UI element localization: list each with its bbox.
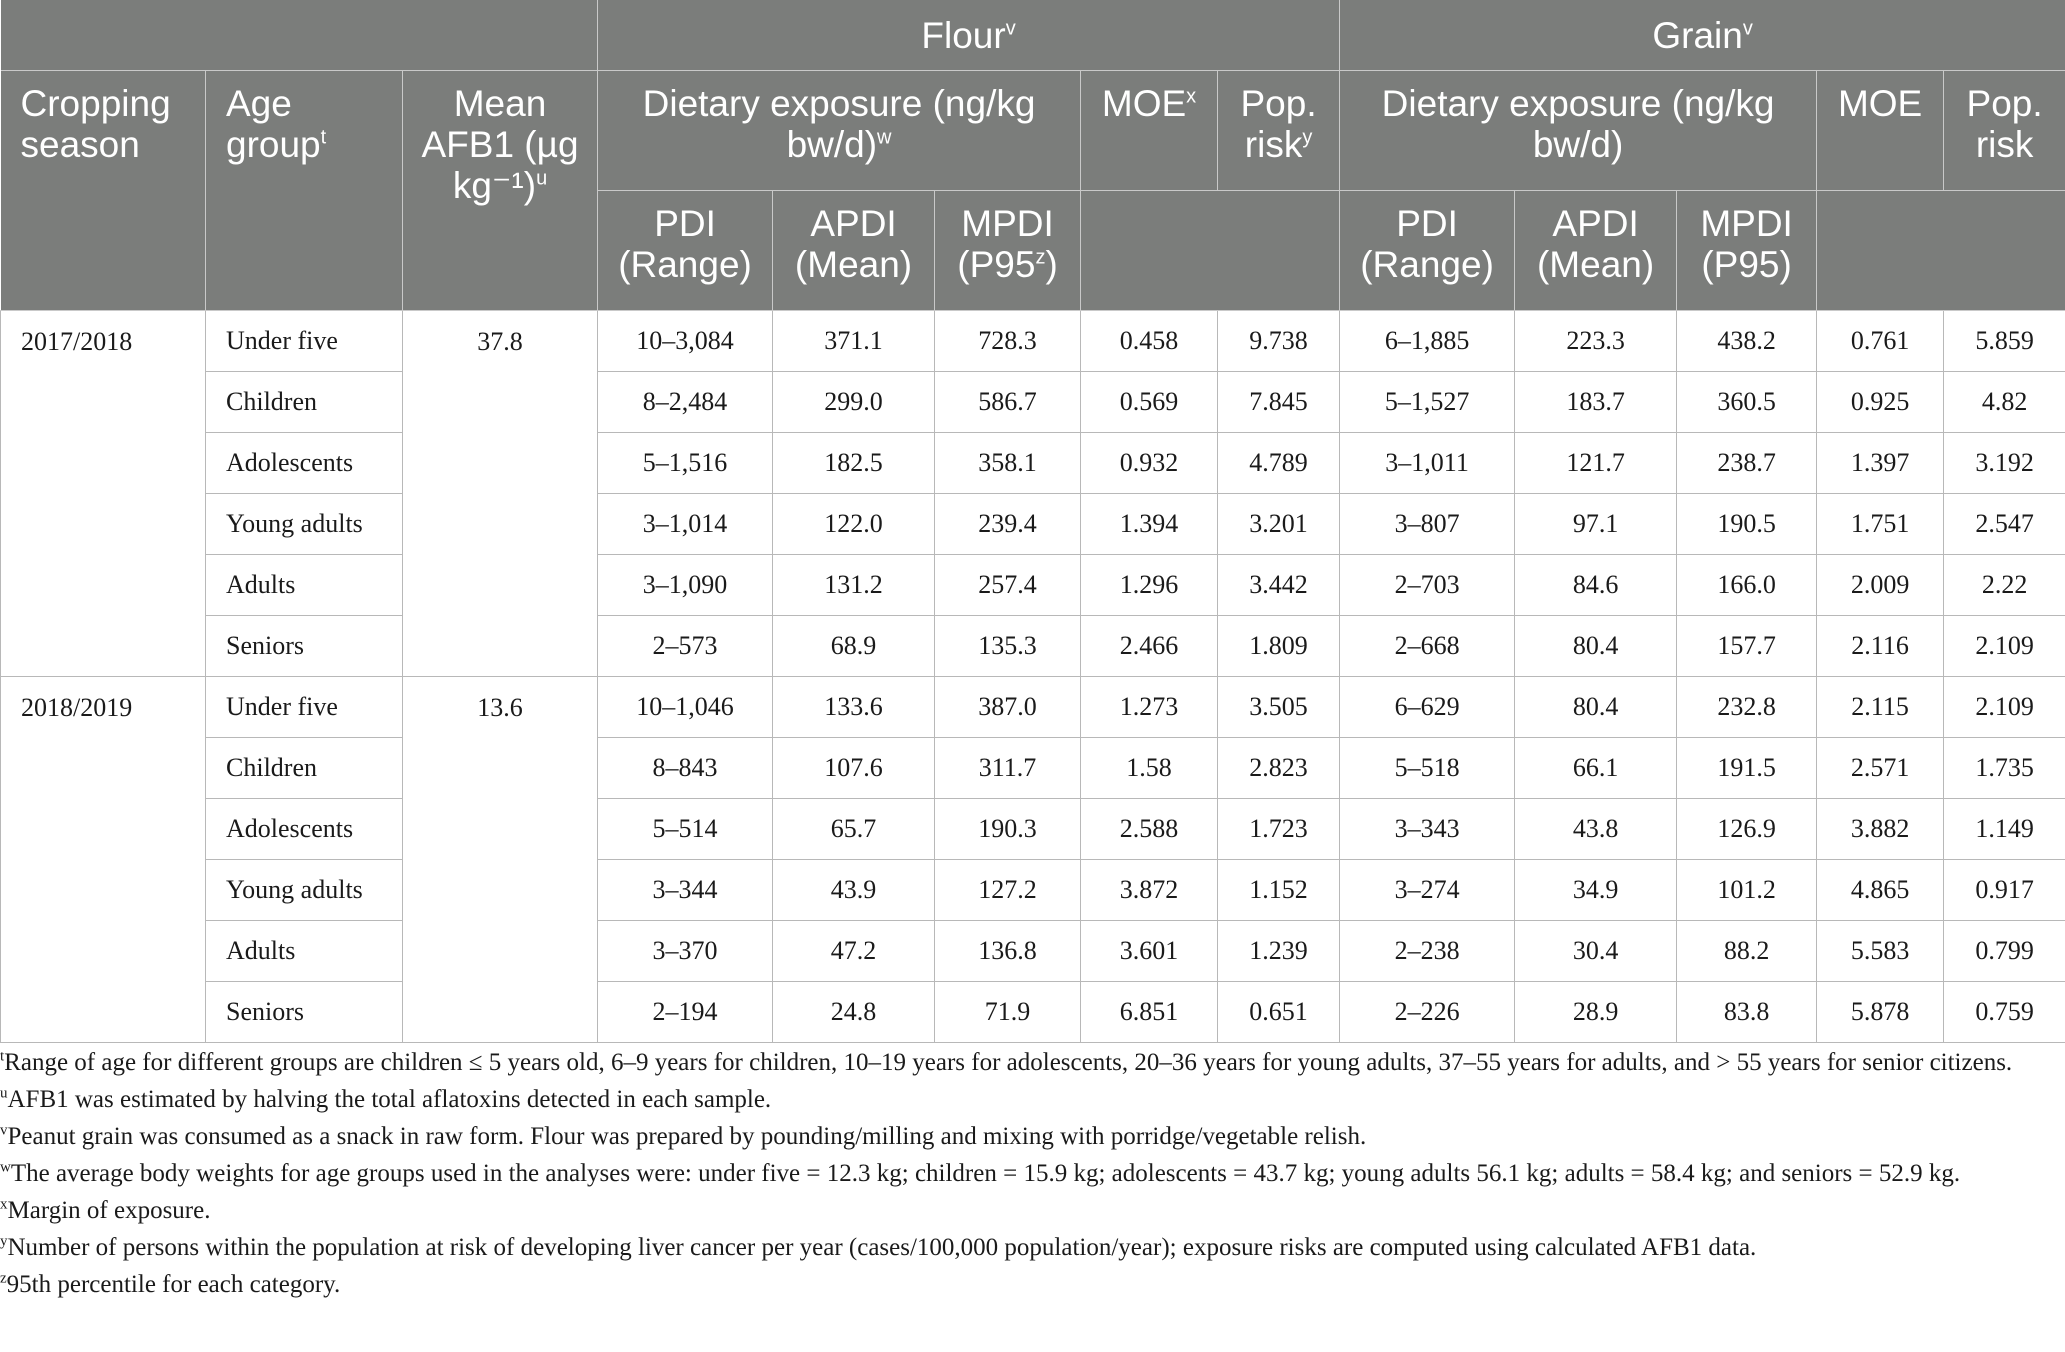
- footnote: [0, 1192, 2050, 1229]
- value-cell: 5–1,527: [1340, 372, 1515, 433]
- value-cell: 3.882: [1817, 799, 1944, 860]
- value-cell: 71.9: [935, 982, 1081, 1043]
- footnote: [0, 1118, 2050, 1155]
- footnote: [0, 1081, 2050, 1118]
- header-pop-risk-flour: Pop. risk$^y$: [1218, 71, 1340, 191]
- value-cell: 3–344: [598, 860, 773, 921]
- value-cell: 2.22: [1944, 555, 2065, 616]
- value-cell: 4.865: [1817, 860, 1944, 921]
- value-cell: 586.7: [935, 372, 1081, 433]
- age-group-cell: Seniors: [206, 982, 403, 1043]
- value-cell: 10–1,046: [598, 677, 773, 738]
- value-cell: 0.759: [1944, 982, 2065, 1043]
- cropping-season-cell: 2018/2019: [1, 677, 206, 1043]
- value-cell: 3–343: [1340, 799, 1515, 860]
- header-apdi-grain: APDI (Mean): [1515, 191, 1677, 311]
- value-cell: 257.4: [935, 555, 1081, 616]
- value-cell: 0.799: [1944, 921, 2065, 982]
- value-cell: 3.872: [1081, 860, 1218, 921]
- age-group-cell: Adolescents: [206, 433, 403, 494]
- value-cell: 239.4: [935, 494, 1081, 555]
- header-dietary-exposure-grain: Dietary exposure (ng/kg bw/d): [1340, 71, 1817, 191]
- value-cell: 191.5: [1677, 738, 1817, 799]
- value-cell: 190.5: [1677, 494, 1817, 555]
- header-grain-blank: [1817, 191, 2065, 311]
- header-pop-risk-grain: Pop. risk: [1944, 71, 2065, 191]
- footnote-mark: x: [0, 1196, 8, 1213]
- value-cell: 166.0: [1677, 555, 1817, 616]
- header-grain: Grain$^v$: [1340, 0, 2065, 71]
- footnote-mark: z: [0, 1270, 7, 1287]
- footnote-mark: v: [0, 1122, 8, 1139]
- header-flour: Flour$^v$: [598, 0, 1340, 71]
- table-row: [1, 494, 2065, 555]
- footnote: [0, 1044, 2050, 1081]
- value-cell: 24.8: [773, 982, 935, 1043]
- value-cell: 3.505: [1218, 677, 1340, 738]
- age-group-cell: Children: [206, 738, 403, 799]
- value-cell: 3–1,011: [1340, 433, 1515, 494]
- value-cell: 6–1,885: [1340, 311, 1515, 372]
- table-row: [1, 433, 2065, 494]
- value-cell: 2.009: [1817, 555, 1944, 616]
- value-cell: 223.3: [1515, 311, 1677, 372]
- header-age-group: Age group$^t$: [206, 71, 403, 311]
- value-cell: 2.109: [1944, 616, 2065, 677]
- value-cell: 5–1,516: [598, 433, 773, 494]
- age-group-cell: Adolescents: [206, 799, 403, 860]
- value-cell: 1.152: [1218, 860, 1340, 921]
- footnote-text: Margin of exposure.: [7, 1197, 211, 1224]
- footnote-mark: t: [0, 1048, 5, 1065]
- header-pdi-grain: PDI (Range): [1340, 191, 1515, 311]
- value-cell: 2–194: [598, 982, 773, 1043]
- value-cell: 6–629: [1340, 677, 1515, 738]
- value-cell: 101.2: [1677, 860, 1817, 921]
- value-cell: 135.3: [935, 616, 1081, 677]
- age-group-cell: Adults: [206, 555, 403, 616]
- header-dietary-exposure-flour: Dietary exposure (ng/kg bw/d)$^w$: [598, 71, 1081, 191]
- value-cell: 66.1: [1515, 738, 1677, 799]
- value-cell: 3–807: [1340, 494, 1515, 555]
- value-cell: 5–514: [598, 799, 773, 860]
- table-row: [1, 982, 2065, 1043]
- value-cell: 0.651: [1218, 982, 1340, 1043]
- cropping-season-cell: 2017/2018: [1, 311, 206, 677]
- table-row: [1, 616, 2065, 677]
- value-cell: 84.6: [1515, 555, 1677, 616]
- table-row: [1, 738, 2065, 799]
- value-cell: 0.569: [1081, 372, 1218, 433]
- value-cell: 1.296: [1081, 555, 1218, 616]
- value-cell: 4.82: [1944, 372, 2065, 433]
- value-cell: 133.6: [773, 677, 935, 738]
- value-cell: 28.9: [1515, 982, 1677, 1043]
- age-group-cell: Young adults: [206, 860, 403, 921]
- footnote-mark: u: [0, 1085, 8, 1102]
- value-cell: 5–518: [1340, 738, 1515, 799]
- value-cell: 2.588: [1081, 799, 1218, 860]
- value-cell: 0.925: [1817, 372, 1944, 433]
- value-cell: 1.239: [1218, 921, 1340, 982]
- value-cell: 3–1,090: [598, 555, 773, 616]
- value-cell: 232.8: [1677, 677, 1817, 738]
- value-cell: 2–703: [1340, 555, 1515, 616]
- header-moe-flour: MOE$^x$: [1081, 71, 1218, 191]
- value-cell: 88.2: [1677, 921, 1817, 982]
- value-cell: 0.458: [1081, 311, 1218, 372]
- value-cell: 1.58: [1081, 738, 1218, 799]
- value-cell: 131.2: [773, 555, 935, 616]
- footnote-mark: y: [0, 1233, 8, 1250]
- header-cropping-season: Cropping season: [1, 71, 206, 311]
- value-cell: 9.738: [1218, 311, 1340, 372]
- header-mpdi-flour: MPDI (P95$^z$): [935, 191, 1081, 311]
- header-flour-blank: [1081, 191, 1340, 311]
- footnote-text: The average body weights for age groups used in the analyses were: under five = 12.3 kg; children = 15.9 kg; adolescents = 43.7 kg; young adults 56.1 kg; adults = 58.4 kg; and seniors = 52.9 kg.: [10, 1160, 1961, 1187]
- value-cell: 728.3: [935, 311, 1081, 372]
- value-cell: 238.7: [1677, 433, 1817, 494]
- value-cell: 0.932: [1081, 433, 1218, 494]
- footnote: [0, 1155, 2050, 1192]
- value-cell: 1.809: [1218, 616, 1340, 677]
- value-cell: 126.9: [1677, 799, 1817, 860]
- value-cell: 65.7: [773, 799, 935, 860]
- footnote: [0, 1229, 2050, 1266]
- footnote: [0, 1266, 2050, 1303]
- table-row: [1, 555, 2065, 616]
- value-cell: 0.761: [1817, 311, 1944, 372]
- value-cell: 2.466: [1081, 616, 1218, 677]
- value-cell: 438.2: [1677, 311, 1817, 372]
- age-group-cell: Young adults: [206, 494, 403, 555]
- value-cell: 2.823: [1218, 738, 1340, 799]
- age-group-cell: Under five: [206, 677, 403, 738]
- value-cell: 136.8: [935, 921, 1081, 982]
- age-group-cell: Adults: [206, 921, 403, 982]
- value-cell: 3–274: [1340, 860, 1515, 921]
- header-blank-cell: [1, 0, 598, 71]
- age-group-cell: Under five: [206, 311, 403, 372]
- footnote-text: 95th percentile for each category.: [6, 1271, 341, 1298]
- value-cell: 1.735: [1944, 738, 2065, 799]
- table-row: [1, 799, 2065, 860]
- value-cell: 107.6: [773, 738, 935, 799]
- value-cell: 157.7: [1677, 616, 1817, 677]
- value-cell: 1.397: [1817, 433, 1944, 494]
- table-row: [1, 921, 2065, 982]
- value-cell: 1.149: [1944, 799, 2065, 860]
- value-cell: 2.109: [1944, 677, 2065, 738]
- footnote-mark: w: [0, 1159, 11, 1176]
- footnote-text: AFB1 was estimated by halving the total aflatoxins detected in each sample.: [7, 1086, 772, 1113]
- value-cell: 127.2: [935, 860, 1081, 921]
- value-cell: 360.5: [1677, 372, 1817, 433]
- value-cell: 2.116: [1817, 616, 1944, 677]
- header-pdi-flour: PDI (Range): [598, 191, 773, 311]
- value-cell: 387.0: [935, 677, 1081, 738]
- value-cell: 182.5: [773, 433, 935, 494]
- value-cell: 3.192: [1944, 433, 2065, 494]
- value-cell: 7.845: [1218, 372, 1340, 433]
- footnote-text: Number of persons within the population at risk of developing liver cancer per year (cases/100,000 population/year); exposure risks are computed using calculated AFB1 data.: [7, 1234, 1757, 1261]
- value-cell: 80.4: [1515, 616, 1677, 677]
- header-mpdi-grain: MPDI (P95): [1677, 191, 1817, 311]
- value-cell: 3–1,014: [598, 494, 773, 555]
- value-cell: 2.547: [1944, 494, 2065, 555]
- value-cell: 3–370: [598, 921, 773, 982]
- value-cell: 8–843: [598, 738, 773, 799]
- value-cell: 2–238: [1340, 921, 1515, 982]
- value-cell: 2.115: [1817, 677, 1944, 738]
- value-cell: 1.273: [1081, 677, 1218, 738]
- value-cell: 43.8: [1515, 799, 1677, 860]
- value-cell: 6.851: [1081, 982, 1218, 1043]
- value-cell: 371.1: [773, 311, 935, 372]
- value-cell: 5.878: [1817, 982, 1944, 1043]
- value-cell: 5.859: [1944, 311, 2065, 372]
- value-cell: 1.723: [1218, 799, 1340, 860]
- footnotes: [0, 1044, 2050, 1303]
- footnote-text: Peanut grain was consumed as a snack in raw form. Flour was prepared by pounding/milling and mixing with porridge/vegetable relish.: [7, 1123, 1367, 1150]
- mean-afb1-cell: 37.8: [403, 311, 598, 677]
- value-cell: 299.0: [773, 372, 935, 433]
- age-group-cell: Seniors: [206, 616, 403, 677]
- value-cell: 2.571: [1817, 738, 1944, 799]
- value-cell: 1.751: [1817, 494, 1944, 555]
- value-cell: 43.9: [773, 860, 935, 921]
- header-mean-afb1: Mean AFB1 (µg kg⁻¹)$^u$: [403, 71, 598, 311]
- value-cell: 30.4: [1515, 921, 1677, 982]
- value-cell: 47.2: [773, 921, 935, 982]
- value-cell: 3.201: [1218, 494, 1340, 555]
- value-cell: 122.0: [773, 494, 935, 555]
- value-cell: 5.583: [1817, 921, 1944, 982]
- table-body: [1, 311, 2065, 1043]
- value-cell: 2–226: [1340, 982, 1515, 1043]
- value-cell: 190.3: [935, 799, 1081, 860]
- mean-afb1-cell: 13.6: [403, 677, 598, 1043]
- table-row: [1, 311, 2065, 372]
- value-cell: 1.394: [1081, 494, 1218, 555]
- header-moe-grain: MOE: [1817, 71, 1944, 191]
- header-apdi-flour: APDI (Mean): [773, 191, 935, 311]
- value-cell: 121.7: [1515, 433, 1677, 494]
- value-cell: 68.9: [773, 616, 935, 677]
- value-cell: 3.601: [1081, 921, 1218, 982]
- value-cell: 34.9: [1515, 860, 1677, 921]
- value-cell: 8–2,484: [598, 372, 773, 433]
- value-cell: 358.1: [935, 433, 1081, 494]
- age-group-cell: Children: [206, 372, 403, 433]
- value-cell: 183.7: [1515, 372, 1677, 433]
- value-cell: 4.789: [1218, 433, 1340, 494]
- value-cell: 3.442: [1218, 555, 1340, 616]
- table-row: [1, 677, 2065, 738]
- value-cell: 97.1: [1515, 494, 1677, 555]
- value-cell: 80.4: [1515, 677, 1677, 738]
- value-cell: 2–668: [1340, 616, 1515, 677]
- value-cell: 83.8: [1677, 982, 1817, 1043]
- value-cell: 10–3,084: [598, 311, 773, 372]
- table-row: [1, 372, 2065, 433]
- table-row: [1, 860, 2065, 921]
- value-cell: 2–573: [598, 616, 773, 677]
- footnote-text: Range of age for different groups are children ≤ 5 years old, 6–9 years for children, 10–19 years for adolescents, 20–36 years for young adults, 37–55 years for adults, and > 55 years for senior citizens.: [4, 1049, 2013, 1076]
- value-cell: 311.7: [935, 738, 1081, 799]
- value-cell: 0.917: [1944, 860, 2065, 921]
